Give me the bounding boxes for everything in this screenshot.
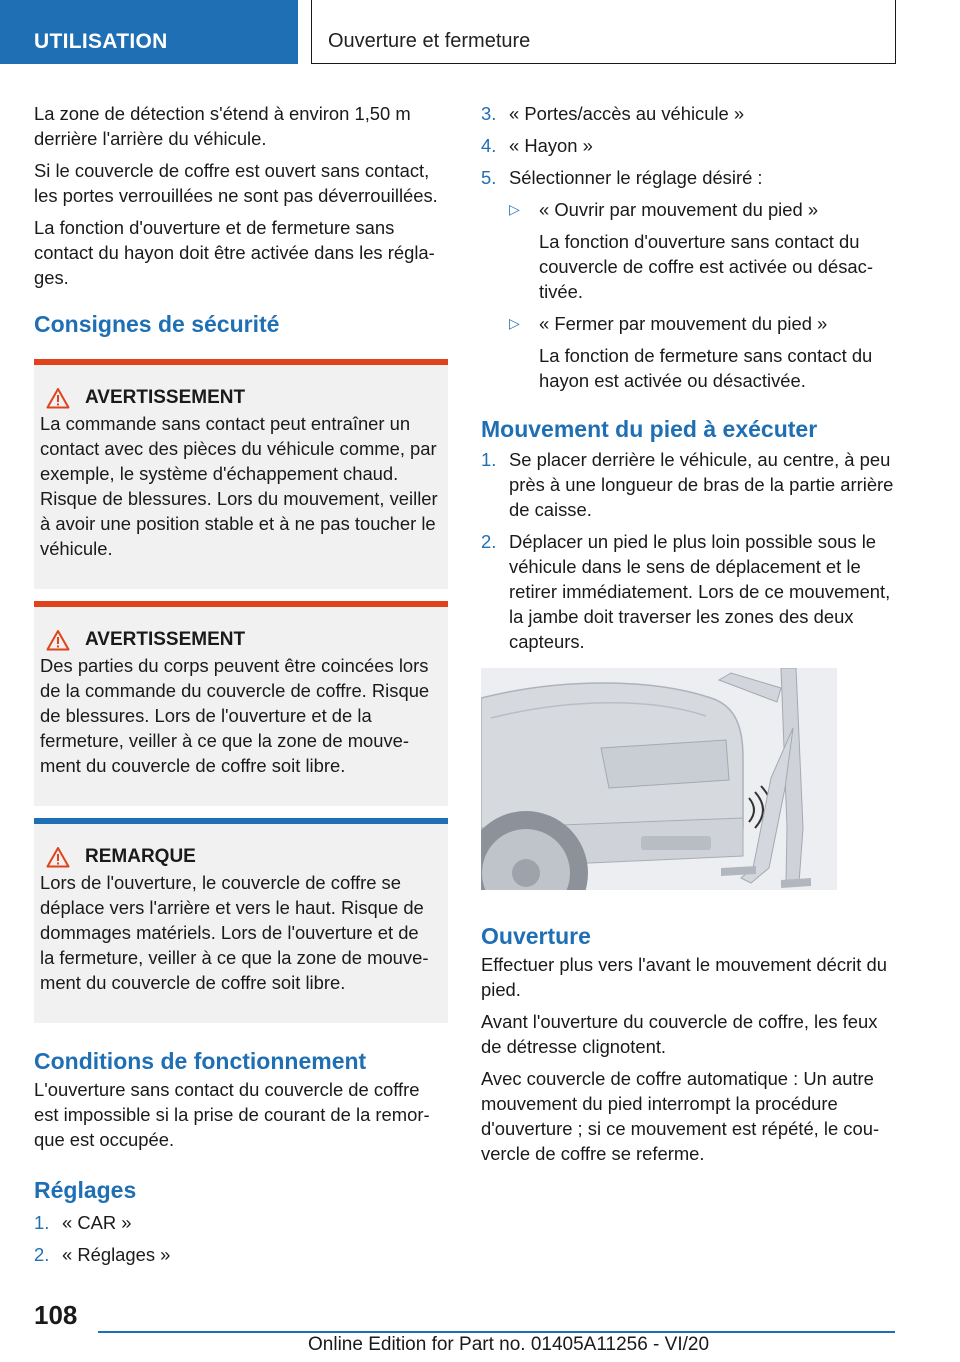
warning-title: AVERTISSEMENT xyxy=(85,629,246,650)
conditions-heading: Conditions de fonctionnement xyxy=(34,1048,367,1074)
option-item xyxy=(481,311,897,336)
list-item xyxy=(34,1242,448,1267)
step-number: 4. xyxy=(481,135,497,156)
footer-edition: Online Edition for Part no. 01405A11256 - VI/20 xyxy=(308,1334,710,1355)
opening-heading: Ouverture xyxy=(481,923,591,949)
list-item xyxy=(481,101,897,126)
list-item xyxy=(481,133,897,158)
step-text: Déplacer un pied le plus loin possible sous le véhicule dans le sens de déplacement et le retirer immédiatement. Lors de ce mouvement, la jambe doit traverser les zones des deux capteurs. xyxy=(509,531,891,652)
step-number: 1. xyxy=(481,449,497,470)
left-column xyxy=(34,101,448,1274)
option-item xyxy=(481,197,897,222)
opening-paragraph: Avant l'ouverture du couvercle de coffre, les feux de détresse clignotent. xyxy=(481,1011,878,1057)
warning-triangle-icon xyxy=(46,629,70,651)
step-number: 2. xyxy=(34,1244,50,1265)
opening-paragraph: Effectuer plus vers l'avant le mouvement décrit du pied. xyxy=(481,954,887,1000)
intro-paragraph: Si le couvercle de coffre est ouvert sans contact, les portes verrouillées ne sont pas déverrouillées. xyxy=(34,160,438,206)
note-box xyxy=(34,818,448,1023)
note-header xyxy=(40,844,438,869)
settings-steps xyxy=(34,1210,448,1267)
settings-steps-continued xyxy=(481,101,897,190)
step-text: « Réglages » xyxy=(62,1244,171,1265)
triangle-bullet-icon: ▷ xyxy=(509,201,520,217)
step-number: 3. xyxy=(481,103,497,124)
option-description: La fonction d'ouverture sans contact du couvercle de coffre est activée ou désactivée. xyxy=(539,231,873,302)
foot-gesture-illustration xyxy=(481,668,837,890)
header-section-tab: UTILISATION xyxy=(0,0,298,64)
note-title: REMARQUE xyxy=(85,846,196,867)
step-number: 1. xyxy=(34,1212,50,1233)
safety-heading: Consignes de sécurité xyxy=(34,311,280,337)
opening-paragraph: Avec couvercle de coffre automatique : Un autre mouvement du pied interrompt la procédure d'ouverture ; si ce mouvement est répété, le couvercle de coffre se referme. xyxy=(481,1068,880,1164)
intro-paragraph: La fonction d'ouverture et de fermeture sans contact du hayon doit être activée dans les réglages. xyxy=(34,217,435,288)
step-text: « Portes/accès au véhicule » xyxy=(509,103,745,124)
step-text: Se placer derrière le véhicule, au centre, à peu près à une longueur de bras de la partie arrière de caisse. xyxy=(509,449,894,520)
warning-header xyxy=(40,627,438,652)
step-text: « Hayon » xyxy=(509,135,593,156)
warning-title: AVERTISSEMENT xyxy=(85,387,246,408)
movement-steps xyxy=(481,447,897,654)
step-number: 5. xyxy=(481,167,497,188)
warning-header xyxy=(40,385,438,410)
note-text: Lors de l'ouverture, le couvercle de coffre se déplace vers l'arrière et vers le haut. Risque de dommages matériels. Lors de l'ouverture et de la fermeture, veiller à ce que la zone de mouvement du couvercle de coffre soit libre. xyxy=(40,872,429,993)
step-number: 2. xyxy=(481,531,497,552)
conditions-paragraph: L'ouverture sans contact du couvercle de coffre est impossible si la prise de courant de la remorque est occupée. xyxy=(34,1079,430,1150)
right-column xyxy=(481,101,897,1173)
list-item xyxy=(481,447,897,522)
list-item xyxy=(481,165,897,190)
warning-text: Des parties du corps peuvent être coincées lors de la commande du couvercle de coffre. Risque de blessures. Lors de l'ouverture et de la fermeture, veiller à ce que la zone de mouvement du couvercle de coffre soit libre. xyxy=(40,655,430,776)
page-number: 108 xyxy=(34,1300,78,1330)
warning-text: La commande sans contact peut entraîner un contact avec des pièces du véhicule comme, par exemple, le système d'échappement chaud. Risque de blessures. Lors du mouvement, veiller à avoir une position stable et à ne pas toucher le véhicule. xyxy=(40,413,438,559)
option-label: « Fermer par mouvement du pied » xyxy=(539,313,828,334)
list-item xyxy=(481,529,897,654)
triangle-bullet-icon: ▷ xyxy=(509,315,520,331)
movement-heading: Mouvement du pied à exécuter xyxy=(481,416,818,442)
car-rear-illustration xyxy=(481,668,837,890)
warning-box xyxy=(34,359,448,589)
list-item xyxy=(34,1210,448,1235)
step-text: Sélectionner le réglage désiré : xyxy=(509,167,763,188)
settings-heading: Réglages xyxy=(34,1177,137,1203)
warning-box xyxy=(34,601,448,806)
footer-divider xyxy=(98,1331,895,1333)
intro-paragraph: La zone de détection s'étend à environ 1,50 m derrière l'arrière du véhicule. xyxy=(34,103,411,149)
warning-triangle-icon xyxy=(46,387,70,409)
warning-triangle-icon xyxy=(46,846,70,868)
step-text: « CAR » xyxy=(62,1212,132,1233)
header-page-title: Ouverture et fermeture xyxy=(311,0,896,64)
option-label: « Ouvrir par mouvement du pied » xyxy=(539,199,819,220)
option-description: La fonction de fermeture sans contact du hayon est activée ou désactivée. xyxy=(539,345,873,391)
